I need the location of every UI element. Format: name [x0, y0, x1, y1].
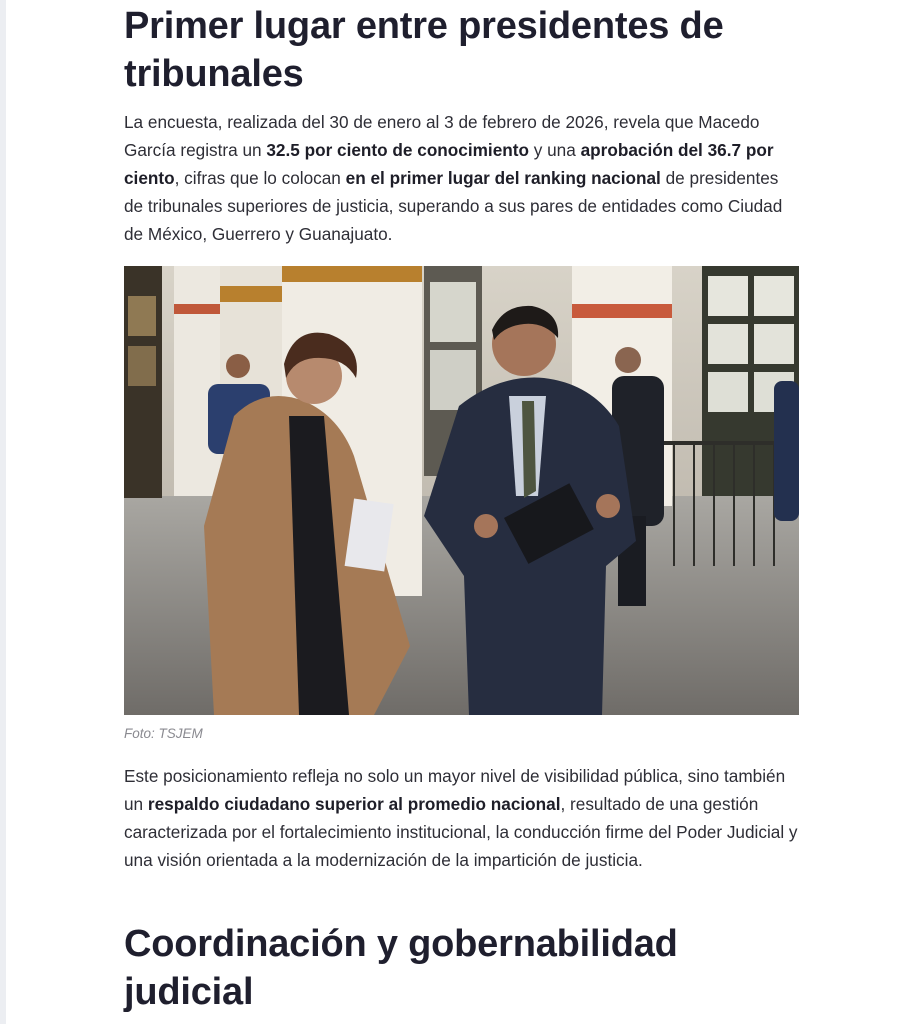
bold-text: respaldo ciudadano superior al promedio nacional [147, 794, 561, 814]
bold-text: 32.5 por ciento de conocimiento [266, 140, 529, 160]
text-span: de presidentes de tribunales superiores de justicia, superando a sus pares de entidades como Ciudad de México, Guerrero y Guanajuato. [124, 168, 783, 244]
article-photo [124, 266, 799, 715]
bold-text: en el primer lugar del ranking nacional [345, 168, 661, 188]
text-span: La encuesta, realizada del 30 de enero al 3 de febrero de 2026, revela que Macedo García registra un [124, 112, 760, 160]
section-heading: Coordinación y gobernabilidad judicial [124, 923, 678, 1013]
text-span: , cifras que lo colocan [174, 168, 346, 188]
photo-caption: Foto: TSJEM [124, 726, 203, 741]
page-left-border [0, 0, 6, 1024]
text-span: , resultado de una gestión caracterizada por el fortalecimiento institucional, la conducción firme del Poder Judicial y una visión orientada a la modernización de la impartición de justicia. [124, 794, 798, 870]
text-span: y una [528, 140, 581, 160]
text-span: Este posicionamiento refleja no solo un mayor nivel de visibilidad pública, sino también un [124, 766, 786, 814]
bold-text: aprobación del 36.7 por ciento [124, 140, 774, 188]
article-paragraph-2 [124, 762, 800, 874]
article-heading: Primer lugar entre presidentes de tribunales [124, 5, 724, 95]
article-paragraph-1 [124, 108, 800, 248]
